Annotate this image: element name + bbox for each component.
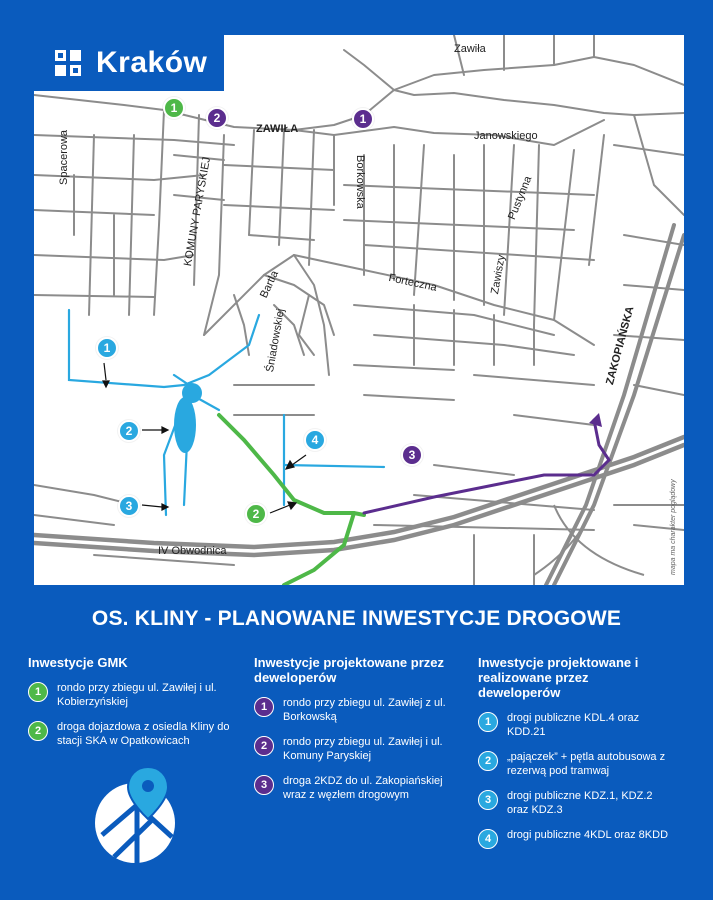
map-marker-gmk-1[interactable]: 1 [163, 97, 185, 119]
street-label-sniadowskiej: Śniadowskiej [264, 307, 287, 374]
legend-number-badge: 3 [254, 775, 274, 795]
legend-item [478, 750, 668, 778]
map-marker-real-3[interactable]: 3 [118, 495, 140, 517]
street-label-zawiszy: Zawiszy [489, 253, 508, 296]
legend-item [28, 720, 238, 748]
legend-item-text: drogi publiczne KDL.4 oraz KDD.21 [507, 712, 640, 738]
map-marker-real-1[interactable]: 1 [96, 337, 118, 359]
roundabout-shape [182, 383, 202, 403]
legend-heading-gmk: Inwestycje GMK [28, 655, 128, 670]
map-marker-dev-3[interactable]: 3 [401, 444, 423, 466]
street-label-bartla: Bartla [258, 268, 282, 301]
legend-number-badge: 1 [254, 697, 274, 717]
legend-number-badge: 4 [478, 829, 498, 849]
legend-number-badge: 1 [478, 712, 498, 732]
street-label-zawila-top: Zawiła [454, 43, 486, 55]
legend-number-badge: 1 [28, 682, 48, 702]
street-label-komuny-paryskiej: KOMUNY PARYSKIEJ [182, 156, 214, 268]
street-label-spacerowa: Spacerowa [58, 129, 70, 185]
street-label-iv-obwodnica: IV Obwodnica [158, 545, 227, 557]
street-label-zawila: ZAWIŁA [256, 123, 299, 135]
street-label-forteczna: Forteczna [387, 272, 438, 294]
legend-item-text: drogi publiczne 4KDL oraz 8KDD [507, 829, 669, 841]
krakow-logo-icon [52, 47, 84, 79]
legend-item-text: rondo przy zbiegu ul. Zawiłej i ul. Komuny Paryskiej [283, 736, 443, 762]
legend-item [478, 789, 668, 817]
legend-number-badge: 2 [254, 736, 274, 756]
legend-item [254, 774, 450, 802]
legend-item-text: droga 2KDZ do ul. Zakopiańskiej wraz z węzłem drogowym [283, 775, 443, 801]
map-disclaimer: mapa ma charakter poglądowy [670, 479, 677, 575]
legend-heading-developer-realized: Inwestycje projektowane i realizowane przez deweloperów [478, 655, 639, 700]
legend-item [254, 735, 450, 763]
map-marker-dev-1[interactable]: 1 [352, 108, 374, 130]
legend-item-text: rondo przy zbiegu ul. Zawiłej i ul. Kobierzyńskiej [57, 682, 217, 708]
legend-item-text: drogi publiczne KDZ.1, KDZ.2 oraz KDZ.3 [507, 790, 653, 816]
street-label-pustynna: Pustynna [506, 174, 535, 222]
legend-item-text: droga dojazdowa z osiedla Kliny do stacji SKA w Opatkowicach [57, 721, 230, 747]
map-marker-dev-2[interactable]: 2 [206, 107, 228, 129]
legend-heading-developer-projected: Inwestycje projektowane przez deweloperów [254, 655, 445, 685]
street-label-borkowska: Borkowska [354, 155, 366, 209]
brand-logo[interactable] [34, 35, 224, 91]
legend-column-developer-projected [254, 655, 450, 802]
legend-title: OS. KLINY - PLANOWANE INWESTYCJE DROGOWE [91, 607, 622, 630]
legend-number-badge: 2 [478, 751, 498, 771]
brand-name: Kraków [96, 46, 208, 79]
legend-item [478, 711, 668, 739]
legend-item [254, 696, 450, 724]
map-area[interactable] [34, 35, 684, 585]
legend-item-text: rondo przy zbiegu ul. Zawiłej z ul. Borkowską [283, 697, 446, 723]
legend-column-gmk [28, 655, 238, 748]
legend-number-badge: 3 [478, 790, 498, 810]
street-label-zakopianska: ZAKOPIAŃSKA [604, 305, 637, 387]
map-marker-real-2[interactable]: 2 [118, 420, 140, 442]
legend-column-developer-realized [478, 655, 668, 849]
map-pin-icon [92, 765, 182, 865]
map-marker-gmk-2[interactable]: 2 [245, 503, 267, 525]
map-marker-real-4[interactable]: 4 [304, 429, 326, 451]
legend-item [28, 681, 238, 709]
street-label-janowskiego: Janowskiego [474, 130, 538, 142]
roundabout-loop-shape [174, 397, 196, 453]
legend-item [478, 828, 668, 849]
legend-item-text: „pajączek” + pętla autobusowa z rezerwą pod tramwaj [507, 751, 666, 777]
legend-number-badge: 2 [28, 721, 48, 741]
